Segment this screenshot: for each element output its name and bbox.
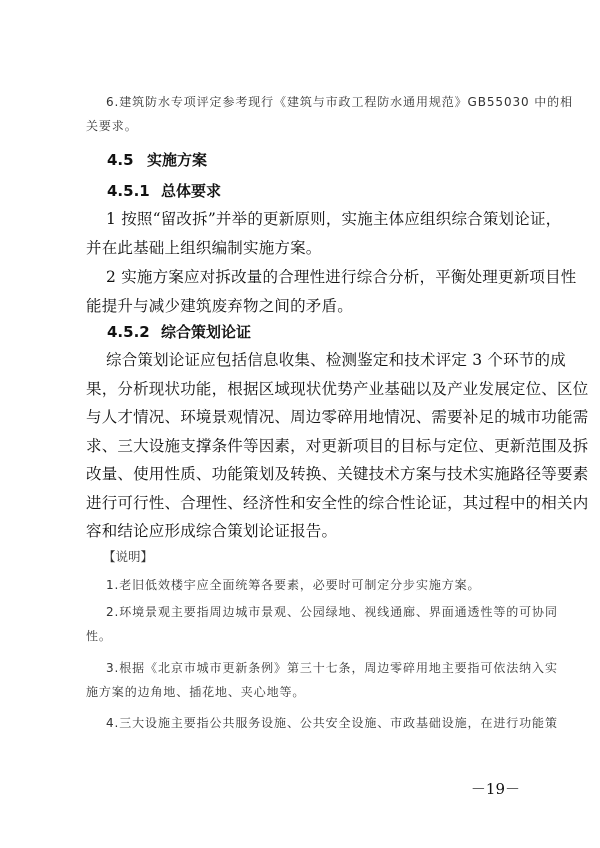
section-title: 实施方案 bbox=[147, 151, 208, 169]
paragraph-1-line-1: 1 按照“留改拆”并举的更新原则，实施主体应组织综合策划论证， bbox=[106, 210, 562, 228]
paragraph-3-line-7: 容和结论应形成综合策划论证报告。 bbox=[86, 522, 338, 540]
paragraph-3-line-4: 求、三大设施支撑条件等因素，对更新项目的目标与定位、更新范围及拆 bbox=[86, 436, 589, 455]
note-6-line-1: 6.建筑防水专项评定参考现行《建筑与市政工程防水通用规范》GB55030 中的相 bbox=[106, 95, 573, 109]
section-number: 4.5.2 bbox=[107, 323, 150, 341]
note-3 bbox=[86, 656, 558, 704]
section-4-5-1-heading bbox=[107, 181, 221, 201]
section-number: 4.5 bbox=[107, 151, 134, 169]
section-number: 4.5.1 bbox=[107, 182, 150, 200]
note-4 bbox=[86, 711, 558, 735]
paragraph-2-line-2: 能提升与减少建筑废弃物之间的矛盾。 bbox=[86, 296, 353, 315]
paragraph-3-line-6: 进行可行性、合理性、经济性和安全性的综合性论证，其过程中的相关内 bbox=[86, 493, 589, 512]
explanation-label: 【说明】 bbox=[103, 549, 154, 564]
paragraph-3-line-1: 综合策划论证应包括信息收集、检测鉴定和技术评定 3 个环节的成 bbox=[106, 351, 566, 369]
paragraph-2 bbox=[86, 263, 577, 320]
section-4-5-2-heading bbox=[107, 322, 251, 342]
note-3-line-2: 施方案的边角地、插花地、夹心地等。 bbox=[86, 685, 306, 699]
note-2-line-2: 性。 bbox=[86, 629, 112, 643]
section-4-5-heading bbox=[107, 150, 207, 170]
paragraph-1 bbox=[86, 205, 562, 262]
paragraph-3-line-3: 与人才情况、环境景观情况、周边零碎用地情况、需要补足的城市功能需 bbox=[86, 408, 589, 426]
section-title: 综合策划论证 bbox=[161, 323, 252, 341]
paragraph-3-line-2: 果，分析现状功能，根据区域现状优势产业基础以及产业发展定位、区位 bbox=[86, 379, 589, 398]
note-2 bbox=[86, 600, 558, 648]
note-3-line-1: 3.根据《北京市城市更新条例》第三十七条，周边零碎用地主要指可依法纳入实 bbox=[106, 661, 558, 675]
note-4-line-1: 4.三大设施主要指公共服务设施、公共安全设施、市政基础设施，在进行功能策 bbox=[106, 716, 558, 730]
note-1-line-1: 1.老旧低效楼宇应全面统筹各要素，必要时可制定分步实施方案。 bbox=[106, 578, 481, 592]
paragraph-1-line-2: 并在此基础上组织编制实施方案。 bbox=[86, 238, 322, 257]
page-number: －19－ bbox=[470, 780, 520, 798]
paragraph-3-line-5: 改量、使用性质、功能策划及转换、关键技术方案与技术实施路径等要素 bbox=[86, 465, 589, 483]
paragraph-2-line-1: 2 实施方案应对拆改量的合理性进行综合分析，平衡处理更新项目性 bbox=[106, 268, 577, 286]
note-2-line-1: 2.环境景观主要指周边城市景观、公园绿地、视线通廊、界面通透性等的可协同 bbox=[106, 605, 558, 619]
section-title: 总体要求 bbox=[161, 182, 222, 200]
paragraph-3 bbox=[86, 346, 589, 546]
note-6-line-2: 关要求。 bbox=[86, 119, 138, 133]
note-1 bbox=[86, 573, 520, 597]
note-6 bbox=[86, 90, 573, 138]
